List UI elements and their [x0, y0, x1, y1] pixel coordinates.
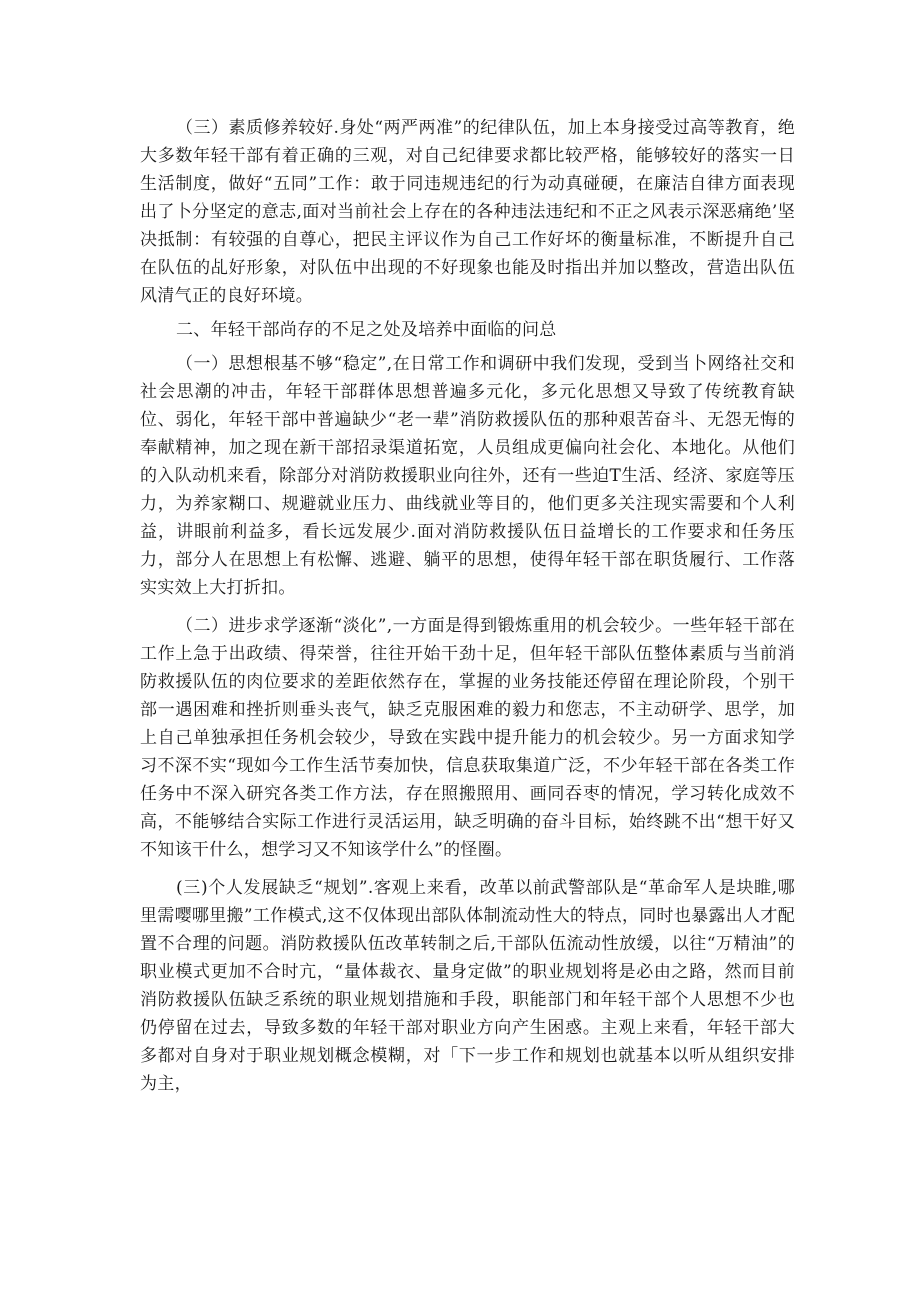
section-heading-shortcomings: 二、年轻干部尚存的不足之处及培养中面临的问总 — [176, 320, 557, 340]
paragraph-ideological-foundation: （一）思想根基不够“稳定”,在日常工作和调研中我们发现，受到当卜网络社交和社会思潮的冲击，年轻干部群体思想普遍多元化，多元化思想又导致了传统教育缺位、弱化，年轻干部中普遍缺少“老一辈”消防救援队伍的那种艰苦奋斗、无怨无悔的奉献精神，加之现在新干部招录渠道拓宽，人员组成更偏向社会化、本地化。从他们的入队动机来看，除部分对消防救援职业向往外，还有一些迫T生活、经济、家庭等压力，为养家糊口、规避就业压力、曲线就业等目的，他们更多关注现实需要和个人利益，讲眼前利益多，看长远发展少.面对消防救援队伍日益增长的工作要求和任务压力，部分人在思想上有松懈、逃避、躺平的思想，使得年轻干部在职货履行、工作落实实效上大打折扣。 — [140, 354, 795, 598]
paragraph-learning-progress: （二）进步求学逐渐“淡化”,一方面是得到锻炼重用的机会较少。一些年轻干部在工作上急于出政绩、得荣誉，往往开始干劲十足，但年轻干部队伍整体素质与当前消防救援队伍的肉位要求的差距依然存在，掌握的业务技能还停留在理论阶段，个别干部一遇困难和挫折则垂头丧气，缺乏克服困难的毅力和您志，不主动研学、思学，加上自己单独承担任务机会较少，导致在实践中提升能力的机会较少。另一方面求知学习不深不实“现如今工作生活节奏加快，信息获取集道广泛，不少年轻干部在各类工作任务中不深入研究各类工作方法，存在照搬照用、画同吞枣的情况，学习转化成效不高，不能够结合实际工作进行灵活运用，缺乏明确的奋斗目标，始终跳不出“想干好又不知该干什么，想学习又不知该学什么”的怪圈。 — [140, 616, 795, 860]
document-body — [140, 114, 795, 1098]
paragraph-quality-cultivation: （三）素质修养较好.身处“两严两准”的纪律队伍，加上本身接受过高等教育，绝大多数年轻干部有着正确的三观，对自己纪律要求都比较严格，能够较好的落实一日生活制度，做好“五同”工作：敢于同违规违纪的行为动真碰硬，在廉洁自律方面表现出了卜分坚定的意志,面对当前社会上存在的各种违法违纪和不正之风表示深恶痛绝’坚决抵制：有较强的自尊心，把民主评议作为自己工作好坏的衡量标准，不断提升自己在队伍的乩好形象，对队伍中出现的不好现象也能及时指出并加以整改，营造出队伍风清气正的良好环境。 — [140, 118, 795, 306]
paragraph-career-planning: (三)个人发展缺乏“规划”.客观上来看，改革以前武警部队是“革命军人是块睢,哪里需嘤哪里搬”工作模式,这不仅体现出部队体制流动性大的特点，同时也暴露出人才配置不合理的问题。消防救援队伍改革转制之后,干部队伍流动性放缓，以往“万精油”的职业模式更加不合时亢，“量体裁衣、量身定做”的职业规划将是必由之路，然而目前消防救援队伍缺乏系统的职业规划措施和手段，职能部门和年轻干部个人思想不少也仍停留在过去，导致多数的年轻干部对职业方向产生困惑。主观上来看，年轻干部大多都对自身对于职业规划概念模糊，对「下一步工作和规划也就基本以听从组织安排为主， — [140, 878, 795, 1094]
